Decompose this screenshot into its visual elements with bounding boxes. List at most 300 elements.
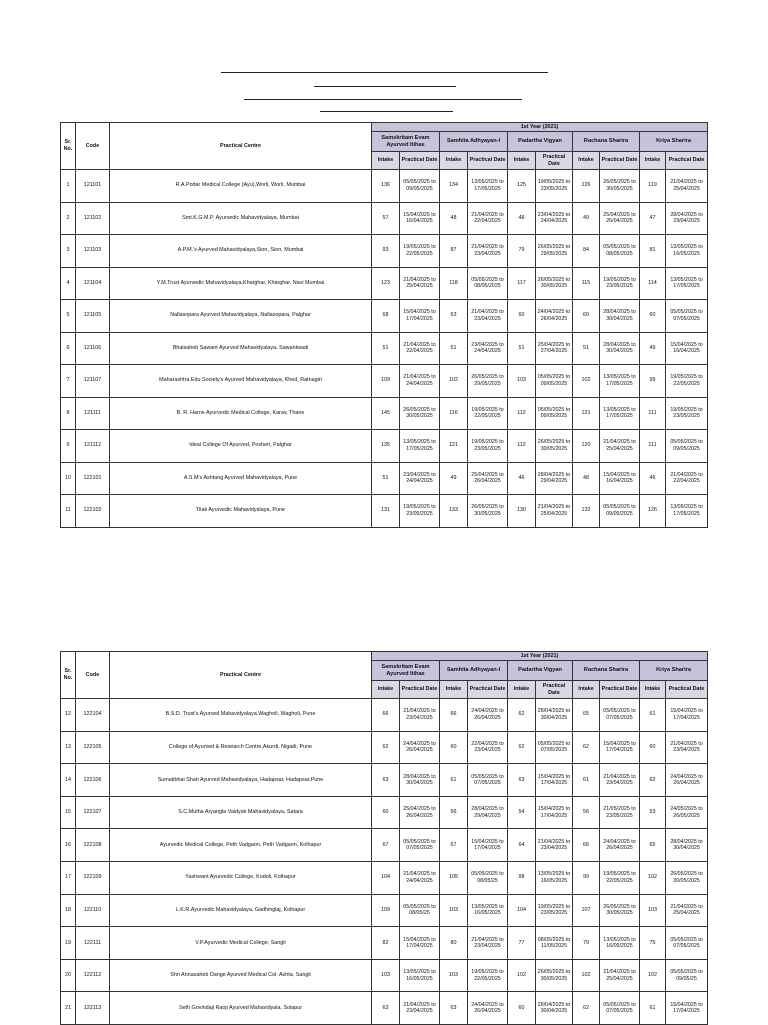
sr-no-cell: 11 (61, 495, 76, 528)
table-row (61, 796, 708, 829)
code-cell: 121101 (76, 170, 110, 203)
practical-date-cell: 13/05/2025 to 17/05/2025 (666, 495, 708, 528)
practical-date-cell: 21/04/2025 to 23/04/2025 (400, 992, 440, 1025)
code-cell: 122112 (76, 959, 110, 992)
table-row (61, 894, 708, 927)
practical-date-cell: 28/04/2025 to 29/04/2025 (536, 462, 573, 495)
practical-date-cell: 05/05/2025 to 07/05/2025 (536, 731, 573, 764)
practical-date-cell: 26/05/2025 to 30/05/2025 (468, 495, 508, 528)
practical-date-cell: 08/05/2025 to 11/05/2025 (536, 927, 573, 960)
practical-date-cell: 25/04/2025 to 26/04/2025 (400, 796, 440, 829)
sr-no-cell: 15 (61, 796, 76, 829)
schedule-table-2 (60, 651, 708, 1025)
intake-cell: 119 (640, 170, 666, 203)
table-row (61, 764, 708, 797)
sr-no-cell: 6 (61, 332, 76, 365)
centre-cell: R.A.Podar Medical College (Ayu),Worli, Worli, Mumbai (110, 170, 372, 203)
sr-no-cell: 7 (61, 365, 76, 398)
year-header: 1st Year (2021) (372, 652, 708, 661)
subject-header: Rachana Sharira (573, 132, 640, 152)
practical-date-cell: 21/04/2025 to 23/04/2025 (536, 829, 573, 862)
practical-date-cell: 19/05/2025 to 22/05/2025 (600, 861, 640, 894)
code-cell: 121104 (76, 267, 110, 300)
sr-no-cell: 20 (61, 959, 76, 992)
centre-cell: S.C.Mutha Aryangla Vaidyak Mahavidyalaya, Satara (110, 796, 372, 829)
sr-no-cell: 14 (61, 764, 76, 797)
centre-cell: Tilak Ayurvedic Mahavidyalaya, Pune (110, 495, 372, 528)
code-cell: 122109 (76, 861, 110, 894)
practical-date-cell: 21/04/2025 to 22/04/2025 (666, 462, 708, 495)
intake-cell: 107 (573, 894, 600, 927)
practical-date-cell: 15/04/2025 to 17/04/2025 (600, 731, 640, 764)
title-line-1 (221, 72, 548, 73)
practical-date-cell: 13/05/2025 to 16/05/2025 (468, 894, 508, 927)
intake-cell: 121 (573, 397, 600, 430)
col-header-srno: Sr. No. (61, 123, 76, 170)
sr-no-cell: 9 (61, 430, 76, 463)
intake-cell: 115 (573, 267, 600, 300)
intake-cell: 49 (640, 332, 666, 365)
practical-date-cell: 24/04/2025 to 26/04/2025 (468, 992, 508, 1025)
col-header-code: Code (76, 123, 110, 170)
intake-cell: 79 (508, 235, 536, 268)
practical-date-cell: 21/04/2025 to 25/04/2025 (666, 170, 708, 203)
intake-cell: 61 (640, 992, 666, 1025)
intake-cell: 60 (508, 992, 536, 1025)
practical-date-cell: 19/05/2025 to 23/05/2025 (536, 894, 573, 927)
practical-date-cell: 24/04/2025 to 26/04/2025 (536, 300, 573, 333)
intake-cell: 61 (440, 764, 468, 797)
practical-date-cell: 26/05/2025 to 29/05/2025 (536, 235, 573, 268)
practical-date-cell: 05/05/2025 to 07/05/2025 (600, 992, 640, 1025)
intake-cell: 102 (508, 959, 536, 992)
intake-cell: 84 (573, 235, 600, 268)
intake-cell: 60 (640, 731, 666, 764)
title-line-4 (320, 111, 453, 112)
centre-cell: Ayurvedic Medical College, Peth Vadgaon, Peth Vadgaon, Kolhapur (110, 829, 372, 862)
code-cell: 122111 (76, 927, 110, 960)
centre-cell: A.P.M.'s Ayurved Mahavidyalaya,Sion, Sion, Mumbai (110, 235, 372, 268)
intake-cell: 51 (440, 332, 468, 365)
centre-cell: Seth Govindaji Raoji Ayurved Mahavidyala, Solapur (110, 992, 372, 1025)
practical-date-cell: 13/05/2025 to 17/05/2025 (600, 397, 640, 430)
practical-date-cell: 13/05/2025 to 17/05/2025 (468, 170, 508, 203)
practical-date-cell: 05/05/2025 to 09/05/25 (666, 959, 708, 992)
intake-cell: 60 (372, 796, 400, 829)
col-header-centre: Practical Centre (110, 123, 372, 170)
practical-date-cell: 28/04/2025 to 29/04/2025 (468, 796, 508, 829)
practical-date-cell: 15/04/2025 to 17/04/2025 (666, 992, 708, 1025)
practical-date-cell: 19/05/2025 to 23/05/2025 (536, 170, 573, 203)
intake-cell: 130 (508, 495, 536, 528)
practical-date-cell: 21/04/2025 to 24/04/2025 (400, 365, 440, 398)
intake-cell: 60 (440, 731, 468, 764)
centre-cell: Bhalsaheb Sawant Ayurved Mahavidyalaya, Sawantwadi (110, 332, 372, 365)
practical-date-cell: 15/04/2025 to 17/04/2025 (468, 829, 508, 862)
intake-cell: 48 (573, 462, 600, 495)
practical-date-cell: 21/04/2025 to 25/04/2025 (600, 959, 640, 992)
sr-no-cell: 1 (61, 170, 76, 203)
table-row (61, 959, 708, 992)
practical-date-cell: 05/05/2025 to 09/05/2025 (536, 365, 573, 398)
table-row (61, 992, 708, 1025)
code-cell: 121105 (76, 300, 110, 333)
intake-cell: 103 (372, 959, 400, 992)
intake-cell: 48 (440, 202, 468, 235)
practical-date-cell: 28/04/2025 to 29/04/2025 (666, 202, 708, 235)
table-row (61, 731, 708, 764)
code-cell: 121111 (76, 397, 110, 430)
practical-date-cell: 15/04/2025 to 17/04/2025 (400, 927, 440, 960)
code-cell: 122108 (76, 829, 110, 862)
table-row (61, 699, 708, 732)
practical-date-cell: 23/04/2025 to 24/04/2025 (468, 332, 508, 365)
practical-date-cell: 13/05/2025 to 16/05/2025 (600, 927, 640, 960)
subject-header: Padartha Vigyan (508, 661, 573, 681)
practical-date-cell: 05/05/2025 to 09/05/2025 (600, 495, 640, 528)
sr-no-cell: 8 (61, 397, 76, 430)
intake-cell: 63 (372, 764, 400, 797)
intake-cell: 62 (372, 731, 400, 764)
table-row (61, 861, 708, 894)
practical-date-header: Practical Date (468, 681, 508, 699)
intake-cell: 103 (440, 894, 468, 927)
sr-no-cell: 13 (61, 731, 76, 764)
intake-cell: 46 (508, 462, 536, 495)
intake-cell: 105 (440, 861, 468, 894)
practical-date-cell: 28/04/2025 to 30/04/2025 (600, 300, 640, 333)
intake-cell: 49 (440, 462, 468, 495)
intake-header: Intake (640, 152, 666, 170)
intake-cell: 68 (372, 300, 400, 333)
practical-date-cell: 05/05/2025 to 08/05/2025 (600, 235, 640, 268)
intake-cell: 111 (640, 430, 666, 463)
subject-header: Samskritam Evam Ayurved Itihas (372, 661, 440, 681)
intake-cell: 111 (640, 397, 666, 430)
centre-cell: V.P.Ayurvedic Medical College, Sangli (110, 927, 372, 960)
practical-date-cell: 21/04/2025 to 25/04/2025 (600, 430, 640, 463)
table-row (61, 202, 708, 235)
intake-header: Intake (440, 152, 468, 170)
intake-cell: 63 (440, 992, 468, 1025)
code-cell: 121106 (76, 332, 110, 365)
practical-date-cell: 05/05/2025 to 07/05/2025 (600, 699, 640, 732)
practical-date-cell: 26/05/2025 to 30/05/2025 (536, 267, 573, 300)
practical-date-cell: 21/04/2025 to 22/04/2025 (400, 332, 440, 365)
intake-cell: 117 (508, 267, 536, 300)
intake-cell: 66 (440, 699, 468, 732)
intake-cell: 66 (573, 829, 600, 862)
intake-cell: 132 (573, 495, 600, 528)
intake-cell: 87 (440, 235, 468, 268)
intake-cell: 121 (440, 430, 468, 463)
schedule-table-1 (60, 122, 708, 528)
table-row (61, 829, 708, 862)
col-header-centre: Practical Centre (110, 652, 372, 699)
intake-cell: 123 (372, 267, 400, 300)
subject-header: Samhita Adhyayan-I (440, 132, 508, 152)
intake-cell: 64 (508, 829, 536, 862)
practical-date-cell: 28/04/2025 to 30/04/2025 (666, 829, 708, 862)
intake-cell: 102 (573, 959, 600, 992)
intake-cell: 51 (372, 332, 400, 365)
intake-header: Intake (573, 152, 600, 170)
practical-date-cell: 19/05/2025 to 23/05/2025 (666, 397, 708, 430)
table-row (61, 332, 708, 365)
code-cell: 122107 (76, 796, 110, 829)
centre-cell: Maharashtra Edu.Society's Ayurved Mahavidyalaya, Khed, Ratnagiri (110, 365, 372, 398)
practical-date-cell: 05/05/2025 to 07/05/2025 (468, 764, 508, 797)
intake-header: Intake (573, 681, 600, 699)
intake-cell: 60 (508, 300, 536, 333)
centre-cell: A.S.M's Ashtang Ayurved Mahavidyalaya, Pune (110, 462, 372, 495)
intake-cell: 102 (640, 959, 666, 992)
table-row (61, 495, 708, 528)
practical-date-cell: 21/04/2025 to 25/04/2025 (666, 894, 708, 927)
intake-cell: 51 (573, 332, 600, 365)
intake-cell: 126 (640, 495, 666, 528)
practical-date-cell: 21/04/2025 to 23/04/2025 (468, 300, 508, 333)
practical-date-cell: 19/05/2025 to 23/05/2025 (468, 430, 508, 463)
sr-no-cell: 16 (61, 829, 76, 862)
intake-header: Intake (508, 152, 536, 170)
practical-date-cell: 13/05/2025 to 16/05/2025 (666, 235, 708, 268)
intake-cell: 75 (640, 927, 666, 960)
practical-date-cell: 13/05/2025 to 16/05/2025 (536, 861, 573, 894)
code-cell: 122113 (76, 992, 110, 1025)
intake-cell: 120 (573, 430, 600, 463)
intake-header: Intake (372, 152, 400, 170)
intake-cell: 61 (640, 699, 666, 732)
practical-date-cell: 19/05/2025 to 22/05/2025 (400, 235, 440, 268)
centre-cell: Shri Annasaheb Dange Ayurved Medical Col, Ashta, Sangli (110, 959, 372, 992)
year-header: 1st Year (2021) (372, 123, 708, 132)
intake-cell: 104 (372, 861, 400, 894)
title-line-2 (314, 86, 456, 87)
sr-no-cell: 19 (61, 927, 76, 960)
table-row (61, 170, 708, 203)
intake-cell: 48 (508, 202, 536, 235)
intake-cell: 118 (440, 267, 468, 300)
practical-date-cell: 05/05/2025 to 07/05/2025 (666, 300, 708, 333)
intake-cell: 99 (573, 861, 600, 894)
intake-cell: 99 (640, 365, 666, 398)
centre-cell: Smt.K.G.M.P. Ayurvedic Mahavidyalaya, Mumbai (110, 202, 372, 235)
practical-date-cell: 26/05/2025 to 29/05/2025 (468, 365, 508, 398)
intake-cell: 62 (573, 992, 600, 1025)
practical-date-cell: 19/05/2025 to 22/05/2025 (468, 397, 508, 430)
practical-date-cell: 05/05/2025 to 07/05/2025 (666, 927, 708, 960)
practical-date-cell: 21/05/2025 to 23/05/2025 (600, 796, 640, 829)
practical-date-cell: 21/04/2025 to 25/04/2025 (400, 267, 440, 300)
practical-date-header: Practical Date (600, 152, 640, 170)
code-cell: 121107 (76, 365, 110, 398)
practical-date-cell: 26/05/2025 to 30/05/2025 (600, 170, 640, 203)
intake-cell: 79 (573, 927, 600, 960)
intake-cell: 46 (640, 462, 666, 495)
practical-date-cell: 05/05/2025 to 09/05/2025 (666, 430, 708, 463)
intake-cell: 104 (508, 894, 536, 927)
practical-date-cell: 26/05/2025 to 30/05/2025 (400, 397, 440, 430)
code-cell: 121112 (76, 430, 110, 463)
intake-cell: 109 (372, 894, 400, 927)
practical-date-cell: 28/04/2025 to 30/04/2025 (400, 764, 440, 797)
intake-cell: 49 (573, 202, 600, 235)
table-row (61, 397, 708, 430)
practical-date-cell: 26/05/2025 to 30/05/2025 (666, 861, 708, 894)
practical-date-cell: 25/04/2025 to 26/04/2025 (468, 462, 508, 495)
header-row-year (61, 652, 708, 661)
practical-date-cell: 19/05/2025 to 23/05/2025 (400, 495, 440, 528)
intake-cell: 102 (440, 365, 468, 398)
practical-date-header: Practical Date (536, 152, 573, 170)
intake-cell: 61 (573, 764, 600, 797)
intake-cell: 56 (440, 796, 468, 829)
intake-cell: 82 (372, 927, 400, 960)
practical-date-cell: 26/05/2025 to 30/05/2025 (536, 430, 573, 463)
subject-header: Padartha Vigyan (508, 132, 573, 152)
practical-date-cell: 05/05/2025 to 09/05/2025 (400, 170, 440, 203)
table-row (61, 462, 708, 495)
intake-cell: 131 (372, 495, 400, 528)
intake-cell: 51 (508, 332, 536, 365)
intake-cell: 103 (440, 959, 468, 992)
practical-date-cell: 24/04/2025 to 26/04/2025 (666, 764, 708, 797)
practical-date-cell: 15/04/2025 to 17/04/2025 (666, 699, 708, 732)
centre-cell: Yashwant Ayurvedic College, Kodoli, Kolhapur (110, 861, 372, 894)
table-row (61, 430, 708, 463)
practical-date-cell: 21/04/2025 to 24/04/2025 (400, 861, 440, 894)
intake-cell: 60 (640, 300, 666, 333)
practical-date-cell: 24/04/2025 to 26/04/2025 (400, 731, 440, 764)
title-line-3 (244, 99, 522, 100)
table-row (61, 365, 708, 398)
practical-date-cell: 24/04/2025 to 26/04/2025 (468, 699, 508, 732)
intake-cell: 102 (640, 861, 666, 894)
sr-no-cell: 3 (61, 235, 76, 268)
centre-cell: Ideal College Of Ayurved, Posheri, Palghar (110, 430, 372, 463)
practical-date-cell: 21/04/2025 to 25/04/2025 (536, 495, 573, 528)
intake-cell: 51 (372, 462, 400, 495)
practical-date-header: Practical Date (666, 681, 708, 699)
intake-cell: 112 (508, 397, 536, 430)
intake-cell: 133 (440, 495, 468, 528)
practical-date-header: Practical Date (536, 681, 573, 699)
practical-date-cell: 25/04/2025 to 27/04/2025 (536, 332, 573, 365)
intake-cell: 93 (372, 235, 400, 268)
intake-cell: 63 (372, 992, 400, 1025)
intake-cell: 77 (508, 927, 536, 960)
intake-cell: 134 (440, 170, 468, 203)
sr-no-cell: 4 (61, 267, 76, 300)
practical-date-cell: 15/04/2025 to 16/04/2025 (400, 202, 440, 235)
intake-cell: 63 (508, 764, 536, 797)
practical-date-cell: 05/05/2025 to 08/05/25 (400, 894, 440, 927)
table-row (61, 300, 708, 333)
practical-date-cell: 15/04/2025 to 16/04/2025 (666, 332, 708, 365)
centre-cell: Sumatibhai Shah Ayurved Mahavidyalaya, Hadapsar, Hadapsar,Pune (110, 764, 372, 797)
intake-header: Intake (640, 681, 666, 699)
code-cell: 122104 (76, 699, 110, 732)
centre-cell: B.S.D. Trust's Ayurved Mahavidyalaya,Wagholi, Wagholi, Pune (110, 699, 372, 732)
intake-cell: 102 (573, 365, 600, 398)
practical-date-cell: 25/04/2025 to 26/04/2025 (600, 202, 640, 235)
practical-date-cell: 05/05/2025 to 08/05/2025 (468, 267, 508, 300)
header-row-year (61, 123, 708, 132)
code-cell: 122106 (76, 764, 110, 797)
intake-cell: 62 (508, 731, 536, 764)
intake-cell: 98 (508, 861, 536, 894)
subject-header: Kriya Sharira (640, 661, 708, 681)
practical-date-cell: 15/04/2025 to 16/04/2025 (600, 462, 640, 495)
code-cell: 122102 (76, 495, 110, 528)
practical-date-header: Practical Date (400, 152, 440, 170)
intake-cell: 65 (640, 829, 666, 862)
practical-date-cell: 13/05/2025 to 16/05/2025 (400, 959, 440, 992)
practical-date-header: Practical Date (666, 152, 708, 170)
practical-date-cell: 21/04/2025 to 22/04/2025 (468, 202, 508, 235)
practical-date-cell: 13/05/2025 to 17/05/2025 (600, 365, 640, 398)
practical-date-header: Practical Date (468, 152, 508, 170)
col-header-srno: Sr. No. (61, 652, 76, 699)
sr-no-cell: 18 (61, 894, 76, 927)
practical-date-cell: 21/04/2025 to 23/04/2025 (666, 731, 708, 764)
centre-cell: Nallasopara Ayurved Mahavidyalaya, Nallasopara, Palghar (110, 300, 372, 333)
centre-cell: College of Ayurved & Research Centre,Akurdi, Nigadi, Pune (110, 731, 372, 764)
practical-date-cell: 24/05/2025 to 26/05/2025 (666, 796, 708, 829)
practical-date-cell: 21/04/2025 to 23/04/2025 (468, 235, 508, 268)
practical-date-cell: 19/05/2025 to 22/05/2025 (468, 959, 508, 992)
intake-cell: 116 (440, 397, 468, 430)
practical-date-cell: 26/05/2025 to 30/05/2025 (600, 894, 640, 927)
intake-cell: 81 (640, 235, 666, 268)
code-cell: 122101 (76, 462, 110, 495)
intake-cell: 80 (440, 927, 468, 960)
intake-cell: 112 (508, 430, 536, 463)
subject-header: Samskritam Evam Ayurved Itihas (372, 132, 440, 152)
intake-cell: 53 (640, 796, 666, 829)
intake-cell: 103 (508, 365, 536, 398)
sr-no-cell: 21 (61, 992, 76, 1025)
intake-cell: 62 (573, 731, 600, 764)
intake-cell: 66 (372, 699, 400, 732)
practical-date-cell: 15/04/2025 to 17/04/2025 (400, 300, 440, 333)
practical-date-cell: 13/05/2025 to 17/05/2025 (666, 267, 708, 300)
practical-date-cell: 23/04/2025 to 24/04/2025 (400, 462, 440, 495)
intake-cell: 62 (640, 764, 666, 797)
intake-cell: 67 (440, 829, 468, 862)
practical-date-cell: 15/04/2025 to 17/04/2025 (536, 796, 573, 829)
practical-date-cell: 05/05/2025 to 08/05/25 (468, 861, 508, 894)
intake-cell: 126 (573, 170, 600, 203)
practical-date-cell: 05/05/2025 to 07/05/2025 (400, 829, 440, 862)
intake-cell: 54 (508, 796, 536, 829)
intake-cell: 63 (440, 300, 468, 333)
code-cell: 121102 (76, 202, 110, 235)
practical-date-cell: 24/04/2025 to 26/04/2025 (600, 829, 640, 862)
practical-date-cell: 26/05/2025 to 30/05/2025 (536, 959, 573, 992)
practical-date-cell: 05/05/2025 to 09/05/2025 (536, 397, 573, 430)
intake-cell: 103 (640, 894, 666, 927)
intake-cell: 145 (372, 397, 400, 430)
practical-date-cell: 28/04/2025 to 30/04/2025 (536, 699, 573, 732)
code-cell: 121103 (76, 235, 110, 268)
centre-cell: L.K.R.Ayurvedic Mahavidyalaya, Gadhinglaj, Kolhapur (110, 894, 372, 927)
intake-header: Intake (440, 681, 468, 699)
practical-date-header: Practical Date (400, 681, 440, 699)
sr-no-cell: 10 (61, 462, 76, 495)
intake-cell: 125 (508, 170, 536, 203)
